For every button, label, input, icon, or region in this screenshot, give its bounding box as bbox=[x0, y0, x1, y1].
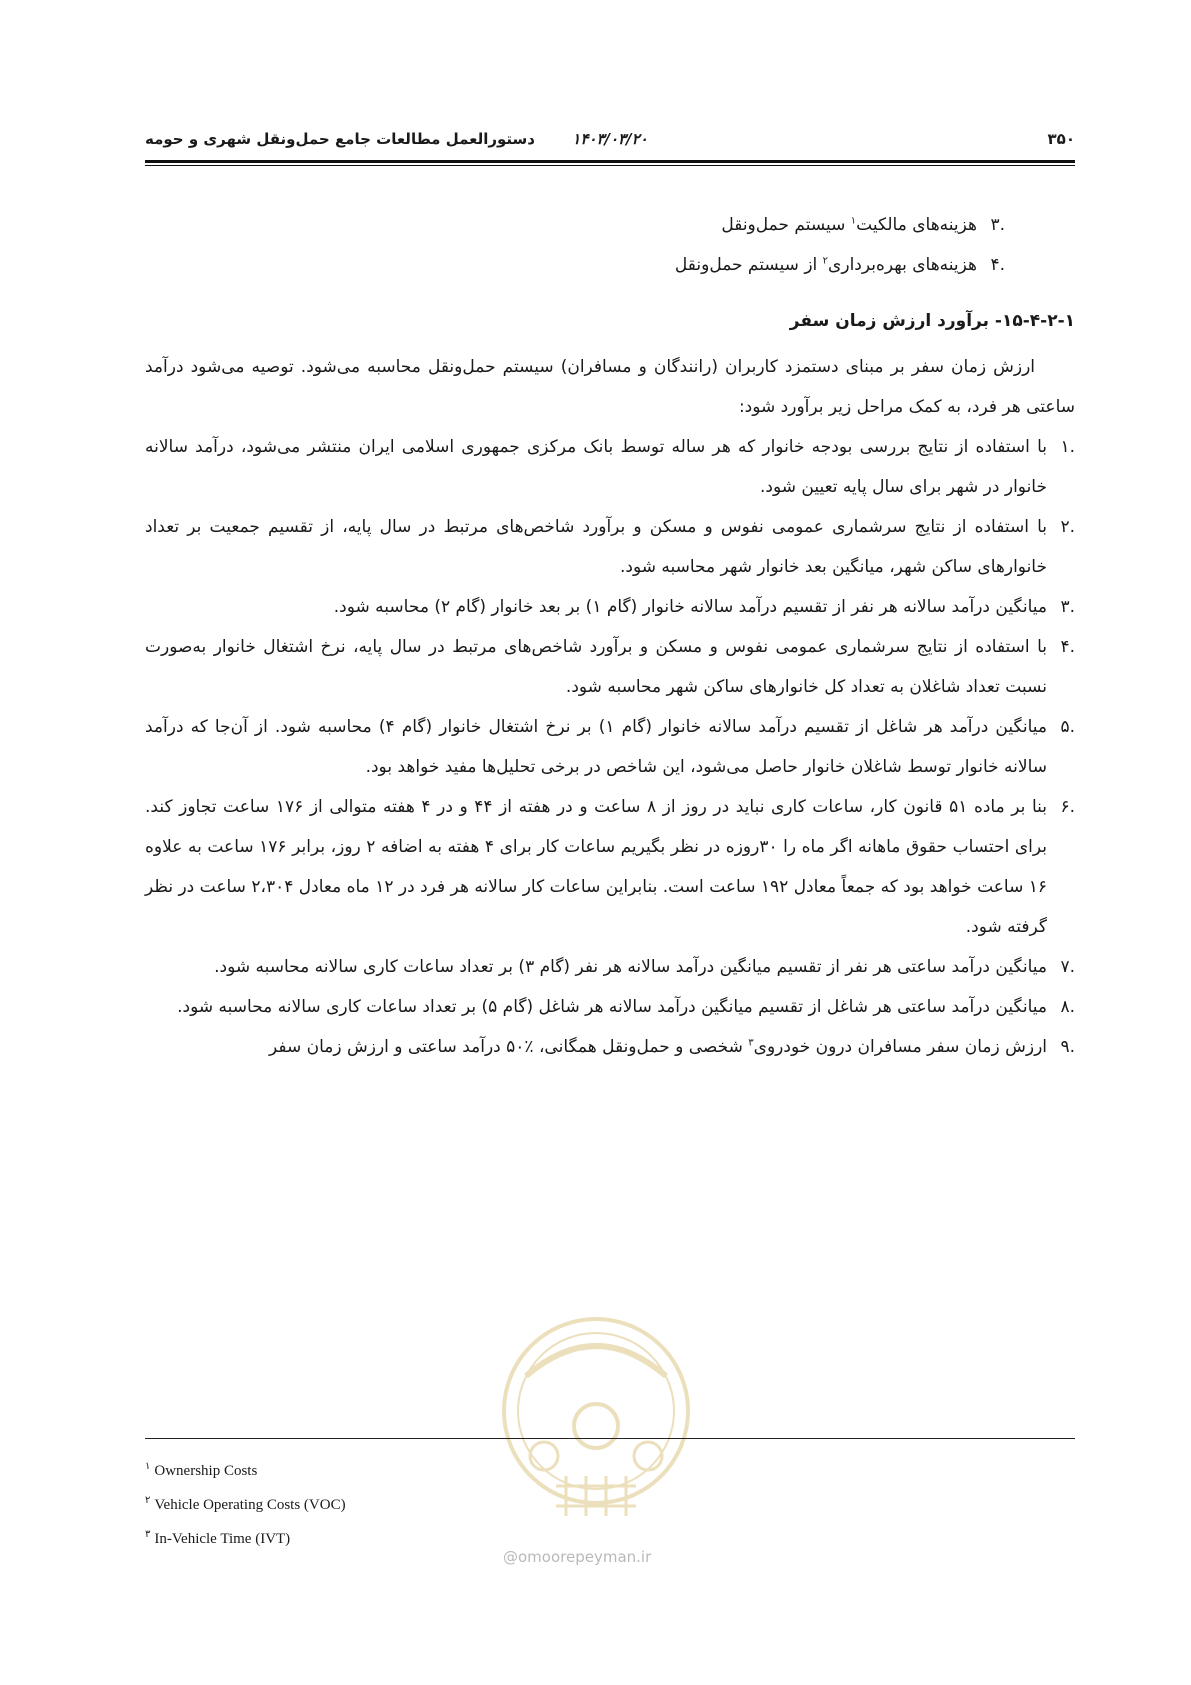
step-item bbox=[145, 707, 1075, 787]
footnote bbox=[145, 1520, 745, 1554]
step-number: .۲ bbox=[1060, 517, 1075, 537]
footnote-ref[interactable]: ۳ bbox=[748, 1037, 754, 1049]
header-date: ۱۴۰۳/۰۳/۲۰ bbox=[572, 130, 648, 148]
step-text: با استفاده از نتایج سرشماری عمومی نفوس و مسکن و برآورد شاخص‌های مرتبط در سال پایه، از تقسیم جمعیت بر تعداد خانوارهای ساکن شهر، میانگین بعد خانوار شهر محاسبه شود. bbox=[145, 517, 1047, 577]
step-text: بنا بر ماده ۵۱ قانون کار، ساعات کاری نباید در روز از ۸ ساعت و در هفته از ۴۴ و در ۴ هفته متوالی از ۱۷۶ ساعت تجاوز کند. برای احتساب حقوق ماهانه اگر ماه را ۳۰روزه در نظر بگیریم ساعات کار برای ۴ هفته به اضافه ۲ روز، برابر ۱۷۶ ساعت به علاوه ۱۶ ساعت خواهد بود که جمعاً معادل ۱۹۲ ساعت است. بنابراین ساعات کار سالانه هر فرد در ۱۲ ماه معادل ۲،۳۰۴ ساعت در نظر گرفته شود. bbox=[145, 797, 1048, 937]
list-number: .۳ bbox=[990, 215, 1005, 235]
step-text: میانگین درآمد ساعتی هر شاغل از تقسیم میانگین درآمد سالانه هر شاغل (گام ۵) بر تعداد ساعات کاری سالانه محاسبه شود. bbox=[177, 997, 1047, 1017]
watermark-url: @omoorepeyman.ir bbox=[503, 1548, 652, 1566]
footnote bbox=[145, 1486, 745, 1520]
step-item bbox=[145, 507, 1075, 587]
list-text: سیستم حمل‌ونقل bbox=[721, 215, 851, 235]
footnote-ref[interactable]: ۱ bbox=[850, 215, 857, 227]
step-item bbox=[145, 587, 1075, 627]
footnote-number: ۱ bbox=[145, 1461, 151, 1472]
step-item bbox=[145, 947, 1075, 987]
step-item bbox=[145, 427, 1075, 507]
step-item bbox=[145, 1027, 1075, 1067]
footnote-number: ۳ bbox=[145, 1529, 151, 1540]
page-number: ۳۵۰ bbox=[1047, 130, 1075, 148]
step-number: .۸ bbox=[1060, 997, 1075, 1017]
list-item-ownership-costs bbox=[145, 205, 1075, 245]
section-intro: ارزش زمان سفر بر مبنای دستمزد کاربران (رانندگان و مسافران) سیستم حمل‌ونقل محاسبه می‌شود. توصیه می‌شود درآمد ساعتی هر فرد، به کمک مراحل زیر برآورد شود: bbox=[145, 357, 1075, 417]
step-text: میانگین درآمد سالانه هر نفر از تقسیم درآمد سالانه خانوار (گام ۱) بر بعد خانوار (گام ۲) محاسبه شود. bbox=[333, 597, 1047, 617]
step-number: .۱ bbox=[1060, 437, 1075, 457]
step-text: میانگین درآمد ساعتی هر نفر از تقسیم میانگین درآمد سالانه هر نفر (گام ۳) بر تعداد ساعات کاری سالانه محاسبه شود. bbox=[214, 957, 1047, 977]
header-rule bbox=[145, 160, 1075, 163]
step-text: شخصی و حمل‌ونقل همگانی، ٪۵۰ درآمد ساعتی و ارزش زمان سفر bbox=[269, 1037, 749, 1057]
document-title: دستورالعمل مطالعات جامع حمل‌ونقل شهری و حومه bbox=[145, 130, 535, 148]
footnotes bbox=[145, 1452, 745, 1554]
footnote bbox=[145, 1452, 745, 1486]
step-number: .۶ bbox=[1060, 797, 1075, 817]
steps-list bbox=[145, 427, 1075, 1067]
step-text: با استفاده از نتایج سرشماری عمومی نفوس و مسکن و برآورد شاخص‌های مرتبط در سال پایه، نرخ اشتغال خانوار به‌صورت نسبت تعداد شاغلان به تعداد کل خانوارهای ساکن شهر محاسبه شود. bbox=[145, 637, 1047, 697]
step-text: ارزش زمان سفر مسافران درون خودروی bbox=[753, 1037, 1047, 1057]
step-number: .۵ bbox=[1060, 717, 1075, 737]
step-number: .۷ bbox=[1060, 957, 1075, 977]
step-number: .۹ bbox=[1060, 1037, 1075, 1057]
step-item bbox=[145, 787, 1075, 947]
step-number: .۴ bbox=[1060, 637, 1075, 657]
footnote-text: Vehicle Operating Costs (VOC) bbox=[154, 1497, 346, 1513]
section-heading: ۱۵-۴-۲-۱- برآورد ارزش زمان سفر bbox=[789, 311, 1075, 331]
step-number: .۳ bbox=[1060, 597, 1075, 617]
footnote-separator bbox=[145, 1438, 1075, 1439]
page-body bbox=[145, 205, 1075, 1067]
footnote-text: Ownership Costs bbox=[154, 1463, 258, 1479]
list-text: هزینه‌های مالکیت bbox=[856, 215, 977, 235]
step-item bbox=[145, 627, 1075, 707]
footnote-ref[interactable]: ۲ bbox=[822, 255, 829, 267]
footnote-text: In-Vehicle Time (IVT) bbox=[154, 1531, 291, 1547]
step-item bbox=[145, 987, 1075, 1027]
page-header bbox=[145, 120, 1075, 152]
step-text: با استفاده از نتایج بررسی بودجه خانوار که هر ساله توسط بانک مرکزی جمهوری اسلامی ایران منتشر می‌شود، درآمد سالانه خانوار در شهر برای سال پایه تعیین شود. bbox=[145, 437, 1047, 497]
footnote-number: ۲ bbox=[145, 1495, 151, 1506]
list-text: از سیستم حمل‌ونقل bbox=[674, 255, 823, 275]
list-text: هزینه‌های بهره‌برداری bbox=[828, 255, 977, 275]
list-number: .۴ bbox=[990, 255, 1005, 275]
step-text: میانگین درآمد هر شاغل از تقسیم درآمد سالانه خانوار (گام ۱) بر نرخ اشتغال خانوار (گام ۴) محاسبه شود. از آن‌جا که درآمد سالانه خانوار توسط شاغلان خانوار حاصل می‌شود، این شاخص در برخی تحلیل‌ها مفید خواهد بود. bbox=[145, 717, 1047, 777]
header-rule-thin bbox=[145, 165, 1075, 166]
list-item-operating-costs bbox=[145, 245, 1075, 285]
